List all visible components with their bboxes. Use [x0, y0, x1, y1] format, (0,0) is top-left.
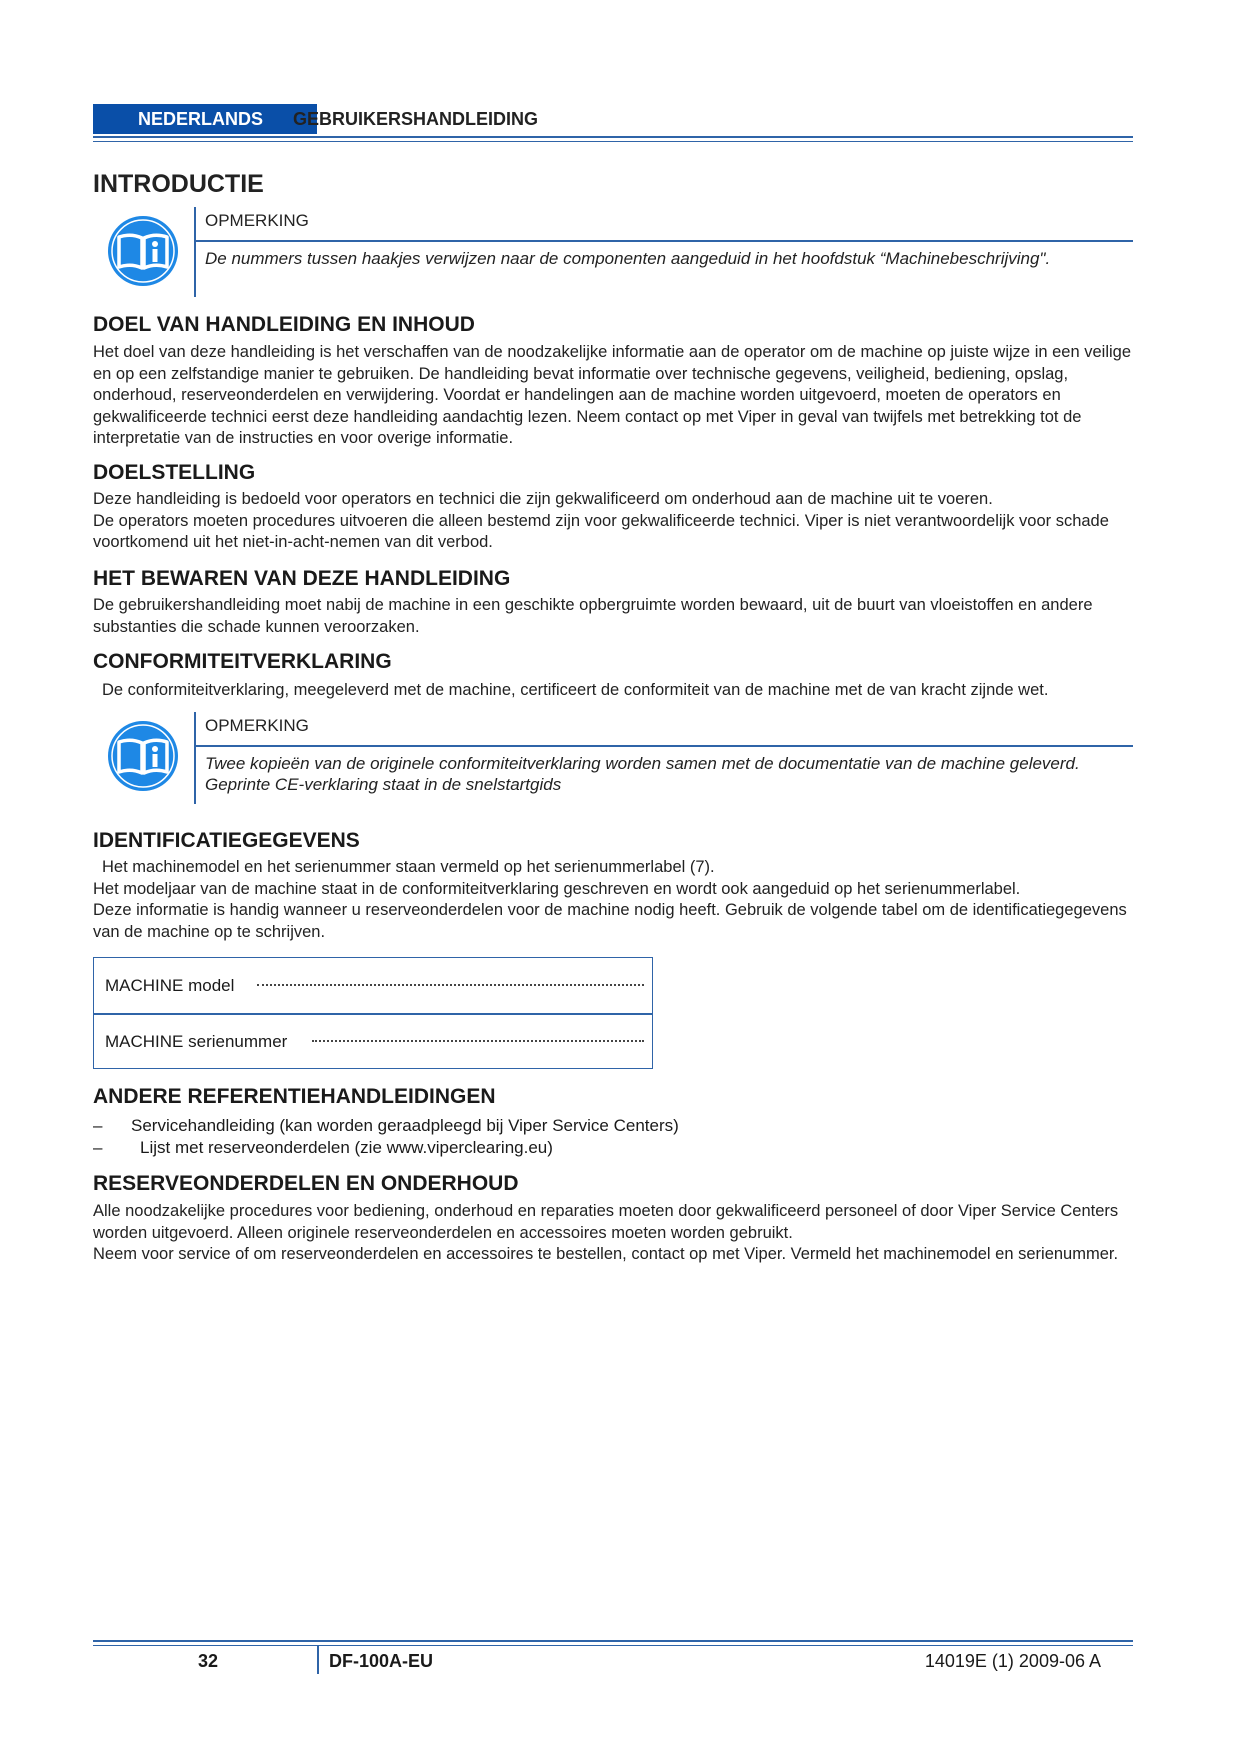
- section-text-identificatie: [93, 857, 1133, 943]
- identification-table: [93, 957, 653, 1069]
- note-bar: [194, 712, 196, 804]
- conformity-note: [93, 712, 1133, 804]
- note-bar: [194, 207, 196, 297]
- page-header: [93, 104, 1133, 144]
- paragraph: Deze handleiding is bedoeld voor operators en technici die zijn gekwalificeerd om onderhoud aan de machine uit te voeren.: [93, 490, 993, 508]
- section-text-doel: [93, 342, 1133, 450]
- list-item: [93, 1137, 679, 1159]
- section-title-conformiteit: CONFORMITEITVERKLARING: [93, 650, 392, 673]
- paragraph: Neem voor service of om reserveonderdelen en accessoires te bestellen, contact op met Viper. Vermeld het machinemodel en serienummer.: [93, 1245, 1119, 1264]
- model-row[interactable]: [94, 958, 652, 1013]
- note-text: [205, 753, 1130, 795]
- page-title: INTRODUCTIE: [93, 170, 264, 198]
- paragraph: Het modeljaar van de machine staat in de conformiteitverklaring geschreven en wordt ook aangeduid op het serienummerlabel.: [93, 879, 1021, 898]
- list-dash: –: [93, 1116, 103, 1135]
- footer-model: DF-100A-EU: [329, 1651, 434, 1671]
- list-dash: –: [93, 1138, 103, 1157]
- section-text-bewaren: [93, 595, 1133, 638]
- paragraph: Deze informatie is handig wanneer u reserveonderdelen voor de machine nodig heeft. Gebruik de volgende tabel om de identificatiegegevens van de machine op te schrijven.: [93, 901, 1127, 941]
- list-item: [93, 1115, 679, 1137]
- serial-label: MACHINE serienummer: [105, 1032, 288, 1051]
- footer-divider: [317, 1646, 319, 1674]
- section-title-bewaren: HET BEWAREN VAN DEZE HANDLEIDING: [93, 567, 511, 590]
- header-title: GEBRUIKERSHANDLEIDING: [293, 109, 539, 129]
- section-title-doelstelling: DOELSTELLING: [93, 461, 256, 484]
- page-number: 32: [198, 1651, 219, 1671]
- section-title-identificatie: IDENTIFICATIEGEGEVENS: [93, 829, 360, 852]
- model-fill-line[interactable]: [257, 984, 644, 986]
- section-text-conformiteit: [93, 680, 1133, 702]
- list-item-text: Lijst met reserveonderdelen (zie www.viperclearing.eu): [140, 1138, 553, 1157]
- note-line: Geprinte CE-verklaring staat in de snelstartgids: [205, 775, 562, 794]
- info-manual-icon: [107, 720, 179, 792]
- note-text: De nummers tussen haakjes verwijzen naar de componenten aangeduid in het hoofdstuk “Machinebeschrijving".: [205, 249, 1051, 268]
- page-footer: [93, 1640, 1133, 1676]
- note-label: OPMERKING: [205, 716, 309, 735]
- paragraph: De operators moeten procedures uitvoeren die alleen bestemd zijn voor gekwalificeerde technici. Viper is niet verantwoordelijk voor schade voortkomend uit het niet-in-acht-nemen van dit verbod.: [93, 511, 1109, 552]
- note-line: Twee kopieën van de originele conformiteitverklaring worden samen met de documentatie van de machine geleverd.: [205, 754, 1080, 773]
- paragraph: Het doel van deze handleiding is het verschaffen van de noodzakelijke informatie aan de operator om de machine op juiste wijze in een veilige en op een zelfstandige manier te gebruiken. De handleiding bevat informatie over technische gegevens, veiligheid, bediening, opslag, onderhoud, reserveonderdelen en verwijdering. Voordat er handelingen aan de machine worden uitgevoerd, moeten de operators en gekwalificeerde technici eerst deze handleiding aandachtig lezen. Neem contact op met Viper in geval van twijfels met betrekking tot de interpretatie van de instructies en voor overige informatie.: [93, 343, 1132, 448]
- info-manual-icon: [107, 215, 179, 287]
- model-label: MACHINE model: [105, 976, 235, 995]
- paragraph: De gebruikershandleiding moet nabij de machine in een geschikte opbergruimte worden bewaard, uit de buurt van vloeistoffen en andere substanties die schade kunnen veroorzaken.: [93, 596, 1093, 636]
- section-text-doelstelling: [93, 489, 1133, 554]
- footer-rule: [93, 1640, 1133, 1642]
- note-rule: [196, 240, 1133, 242]
- intro-note: [93, 207, 1133, 297]
- reference-list: [93, 1115, 679, 1159]
- header-rule: [93, 136, 1133, 138]
- serial-fill-line[interactable]: [312, 1040, 644, 1042]
- footer-rule-thin: [93, 1645, 1133, 1646]
- section-text-reserve: [93, 1201, 1133, 1266]
- section-title-doel: DOEL VAN HANDLEIDING EN INHOUD: [93, 313, 475, 336]
- section-title-reserve: RESERVEONDERDELEN EN ONDERHOUD: [93, 1172, 519, 1195]
- paragraph: Alle noodzakelijke procedures voor bediening, onderhoud en reparaties moeten door gekwalificeerd personeel of door Viper Service Centers worden uitgevoerd. Alleen originele reserveonderdelen en accessoires moeten worden gebruikt.: [93, 1202, 1119, 1242]
- footer-doc-code: 14019E (1) 2009-06 A: [924, 1651, 1101, 1671]
- list-item-text: Servicehandleiding (kan worden geraadpleegd bij Viper Service Centers): [131, 1116, 679, 1135]
- paragraph: De conformiteitverklaring, meegeleverd met de machine, certificeert de conformiteit van de machine met de van kracht zijnde wet.: [102, 681, 1049, 699]
- note-label: OPMERKING: [205, 211, 309, 230]
- serial-row[interactable]: [94, 1014, 652, 1069]
- header-rule-thin: [93, 141, 1133, 142]
- language-tab: NEDERLANDS: [93, 104, 317, 134]
- section-title-referenties: ANDERE REFERENTIEHANDLEIDINGEN: [93, 1085, 496, 1108]
- paragraph: Het machinemodel en het serienummer staan vermeld op het serienummerlabel (7).: [102, 858, 715, 876]
- note-rule: [196, 745, 1133, 747]
